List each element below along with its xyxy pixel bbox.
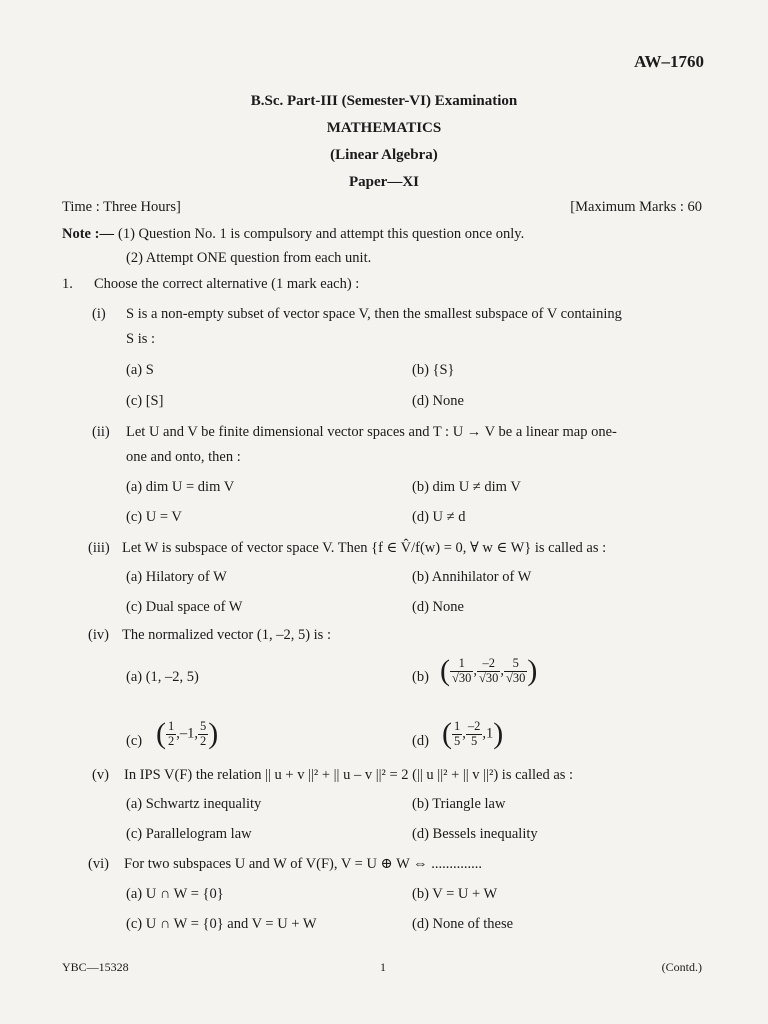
sub-question-text-cont: S is : [126,331,156,347]
sub-question-label: (ii) [92,424,110,440]
fraction: $\frac{1}{5}$ [454,719,461,748]
sub-question-text: In IPS V(F) the relation || u + v ||² + || u – v ||² = 2 (|| u ||² + || v ||²) is called as : [124,767,574,783]
sub-question-label: (i) [92,306,106,322]
option-a: (a) Schwartz inequality [126,796,262,812]
sub-question-text: For two subspaces U and W of V(F), V = U ⊕ W ⇔ .............. [124,856,482,872]
option-d-vector: ( $\frac{1}{5}$ , $\frac{-2}{5}$ ,1) [442,717,504,750]
sub-question-label: (iv) [88,627,109,643]
question-number: 1. [62,276,73,292]
right-paren: ) [493,717,504,750]
fraction: $\frac{5}{2}$ [200,719,207,748]
option-c-label: (c) [126,733,143,749]
continued-label: (Contd.) [661,960,702,974]
option-c: (c) U = V [126,509,182,525]
option-a: (a) S [126,362,154,378]
right-paren: ) [527,654,538,687]
option-d: (d) None [412,599,464,615]
right-paren: ) [208,717,219,750]
left-paren: ( [442,717,452,750]
option-b: (b) dim U ≠ dim V [412,479,521,495]
sub-question-text: Let W is subspace of vector space V. Then {f ∈ V̂/f(w) = 0, ∀ w ∈ W} is called as : [122,540,607,556]
subject-title: MATHEMATICS [326,120,442,136]
option-c-vector: ( $\frac{1}{2}$ ,–1, $\frac{5}{2}$ ) [156,717,219,750]
option-b-vector: ( $\frac{1}{√30}$ , $\frac{-2}{√30}$ , $\frac{5}{√30}$ ) [440,654,538,687]
option-b: (b) V = U + W [412,886,498,902]
option-b: (b) {S} [412,362,455,378]
max-marks: [Maximum Marks : 60 [570,199,702,215]
page-number: 1 [380,960,386,974]
option-a: (a) U ∩ W = {0} [126,886,224,902]
exam-title: B.Sc. Part-III (Semester-VI) Examination [250,93,518,109]
note-label: Note :— [62,226,114,242]
sub-question-text: Let U and V be finite dimensional vector spaces and T : U → V be a linear map one- [126,424,617,440]
option-b: (b) Annihilator of W [412,569,532,585]
option-c: (c) U ∩ W = {0} and V = U + W [126,916,317,932]
fraction: $\frac{1}{2}$ [168,719,175,748]
sub-question-label: (vi) [88,856,109,872]
left-paren: ( [156,717,166,750]
paper-code: AW–1760 [634,52,704,71]
option-a: (a) dim U = dim V [126,479,235,495]
topic-title: (Linear Algebra) [330,147,438,163]
option-c: (c) Dual space of W [126,599,243,615]
option-d: (d) U ≠ d [412,509,466,525]
time-label: Time : Three Hours] [62,199,181,215]
fraction: $\frac{-2}{5}$ [467,719,481,748]
fraction: $\frac{5}{√30}$ [506,656,526,685]
note-2: (2) Attempt ONE question from each unit. [126,250,372,266]
fraction: $\frac{1}{√30}$ [452,656,472,685]
question-instruction: Choose the correct alternative (1 mark each) : [94,276,360,292]
option-a: (a) (1, –2, 5) [126,669,199,685]
option-c: (c) [S] [126,393,164,409]
option-c: (c) Parallelogram law [126,826,252,842]
paper-title: Paper—XI [349,174,419,190]
option-d: (d) None of these [412,916,514,932]
fraction: $\frac{-2}{√30}$ [479,656,499,685]
sub-question-text: S is a non-empty subset of vector space V, then the smallest subspace of V containing [126,306,622,322]
sub-question-text-cont: one and onto, then : [126,449,241,465]
option-b: (b) Triangle law [412,796,506,812]
option-d: (d) Bessels inequality [412,826,538,842]
option-d-label: (d) [412,733,429,749]
option-d: (d) None [412,393,464,409]
sub-question-label: (v) [92,767,109,783]
sub-question-text: The normalized vector (1, –2, 5) is : [122,627,331,643]
left-paren: ( [440,654,450,687]
sub-question-label: (iii) [88,540,110,556]
option-a: (a) Hilatory of W [126,569,227,585]
footer-code: YBC—15328 [62,960,129,974]
note-1: (1) Question No. 1 is compulsory and attempt this question once only. [118,226,525,242]
option-b-label: (b) [412,669,429,685]
